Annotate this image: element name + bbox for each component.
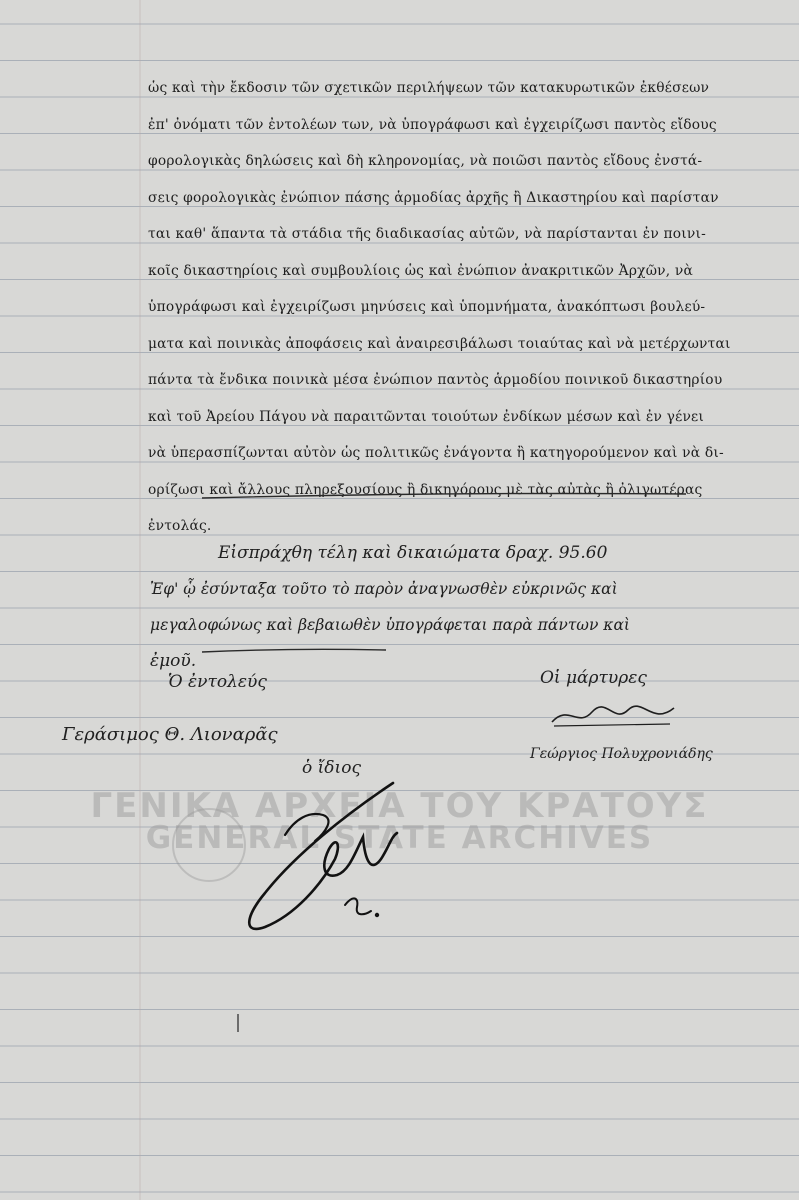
- typed-line: πάντα τὰ ἔνδικα ποινικὰ μέσα ἐνώπιον παντὸς ἁρμοδίου ποινικοῦ δικαστηρίου: [148, 372, 723, 388]
- typed-line: φορολογικὰς δηλώσεις καὶ δὴ κληρονομίας, νὰ ποιῶσι παντὸς εἴδους ἐνστά-: [148, 153, 703, 169]
- closing-underline: [200, 484, 690, 504]
- typed-line: ματα καὶ ποινικὰς ἀποφάσεις καὶ ἀναιρεσιβάλωσι τοιαύτας καὶ νὰ μετέρχωνται: [148, 336, 731, 352]
- typed-line: ἐπ' ὀνόματι τῶν ἐντολέων των, νὰ ὑπογράφωσι καὶ ἐγχειρίζωσι παντὸς εἴδους: [148, 117, 717, 133]
- typed-line: ὡς καὶ τὴν ἔκδοσιν τῶν σχετικῶν περιλήψεων τῶν κατακυρωτικῶν ἐκθέσεων: [148, 80, 710, 96]
- typed-line: καὶ τοῦ Ἀρείου Πάγου νὰ παραιτῶνται τοιούτων ἐνδίκων μέσων καὶ ἐν γένει: [148, 409, 705, 425]
- notary-signature: [225, 775, 425, 940]
- typed-line: ὑπογράφωσι καὶ ἐγχειρίζωσι μηνύσεις καὶ ὑπομνήματα, ἀνακόπτωσι βουλεύ-: [148, 299, 706, 315]
- witness-name: Γεώργιος Πολυχρονιάδης: [530, 746, 713, 762]
- stray-ink-mark: [232, 1012, 244, 1034]
- principal-role: ὁ ἴδιος: [302, 758, 361, 778]
- typed-line: ἐντολάς.: [148, 518, 212, 534]
- handwritten-line: ἐμοῦ.: [150, 651, 197, 671]
- typed-line: σεις φορολογικὰς ἐνώπιον πάσης ἁρμοδίας ἀρχῆς ἢ Δικαστηρίου καὶ παρίσταν: [148, 190, 719, 206]
- witness-label: Οἱ μάρτυρες: [540, 668, 647, 688]
- handwritten-fees-line: Εἰσπράχθη τέλη καὶ δικαιώματα δραχ. 95.60: [218, 543, 608, 563]
- handwritten-line: μεγαλοφώνως καὶ βεβαιωθὲν ὑπογράφεται παρὰ πάντων καὶ: [150, 616, 631, 634]
- typed-line: κοῖς δικαστηρίοις καὶ συμβουλίοις ὡς καὶ ἐνώπιον ἀνακριτικῶν Ἀρχῶν, νὰ: [148, 263, 694, 279]
- watermark-greek: ΓΕΝΙΚΑ ΑΡΧΕΙΑ ΤΟΥ ΚΡΑΤΟΥΣ: [90, 786, 709, 826]
- typed-line: ται καθ' ἅπαντα τὰ στάδια τῆς διαδικασίας αὐτῶν, νὰ παρίστανται ἐν ποινι-: [148, 226, 706, 242]
- watermark-english: GENERAL STATE ARCHIVES: [145, 820, 654, 856]
- witness-signature-scrawl: [548, 698, 678, 732]
- typed-line: ορίζωσι καὶ ἄλλους πληρεξουσίους ἢ δικηγόρους μὲ τὰς αὐτὰς ἢ ὀλιγωτέρας: [148, 482, 703, 498]
- typed-line: νὰ ὑπερασπίζωνται αὐτὸν ὡς πολιτικῶς ἐνάγοντα ἢ κατηγορούμενον καὶ νὰ δι-: [148, 445, 724, 461]
- certification-underline: [200, 640, 390, 660]
- handwritten-line: Ἐφ' ᾧ ἐσύνταξα τοῦτο τὸ παρὸν ἀναγνωσθὲν εὐκρινῶς καὶ: [150, 580, 618, 598]
- principal-label: Ὁ ἐντολεύς: [168, 672, 267, 692]
- principal-name: Γεράσιμος Θ. Λιοναρᾶς: [62, 724, 278, 745]
